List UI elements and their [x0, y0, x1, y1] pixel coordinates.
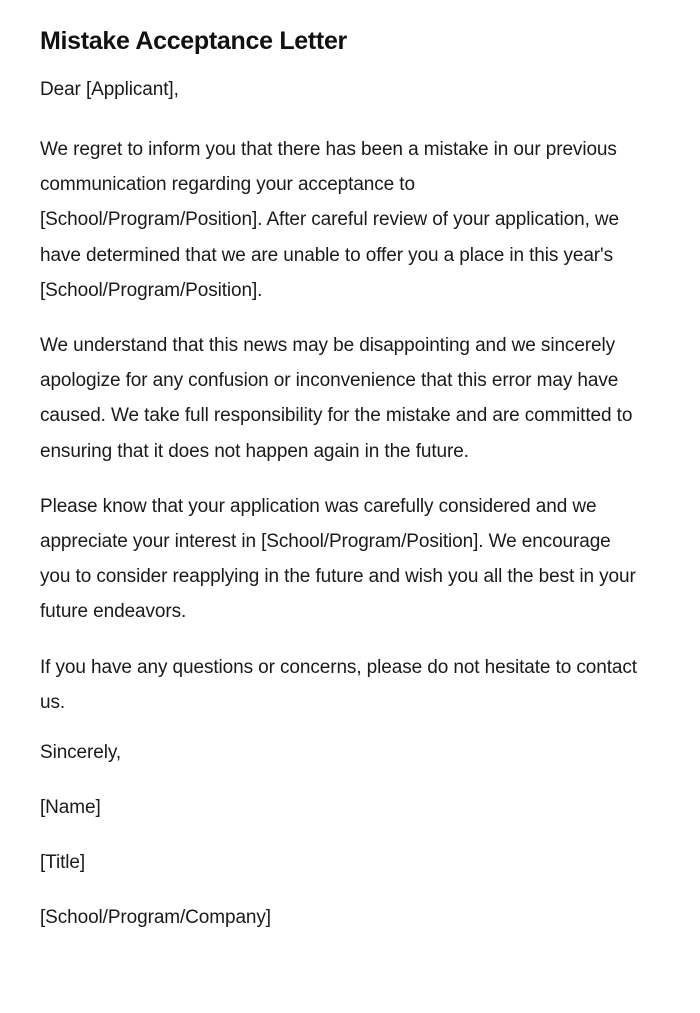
signature-organization: [School/Program/Company] — [40, 907, 271, 929]
letter-closing: Sincerely, — [40, 742, 122, 764]
signature-title: [Title] — [40, 852, 86, 874]
letter-paragraph-encouragement: Please know that your application was carefully considered and we appreciate your interest in [School/Program/Position]. We encourage you to consider reapplying in the future and wish you all the best in your future endeavors. — [40, 495, 636, 623]
letter-greeting: Dear [Applicant], — [40, 79, 179, 100]
letter-paragraph-apology: We understand that this news may be disappointing and we sincerely apologize for any confusion or inconvenience that this error may have caused. We take full responsibility for the mistake and are committed to ensuring that it does not happen again in the future. — [40, 335, 633, 462]
letter-paragraph-regret: We regret to inform you that there has been a mistake in our previous communication regarding your acceptance to [School/Program/Position]. After careful review of your application, we have determined that we are unable to offer you a place in this year's [School/Program/Position]. — [40, 139, 620, 301]
signature-name: [Name] — [40, 797, 101, 819]
letter-document — [40, 24, 640, 960]
letter-title: Mistake Acceptance Letter — [40, 27, 347, 55]
letter-paragraph-contact: If you have any questions or concerns, please do not hesitate to contact us. — [40, 656, 637, 713]
